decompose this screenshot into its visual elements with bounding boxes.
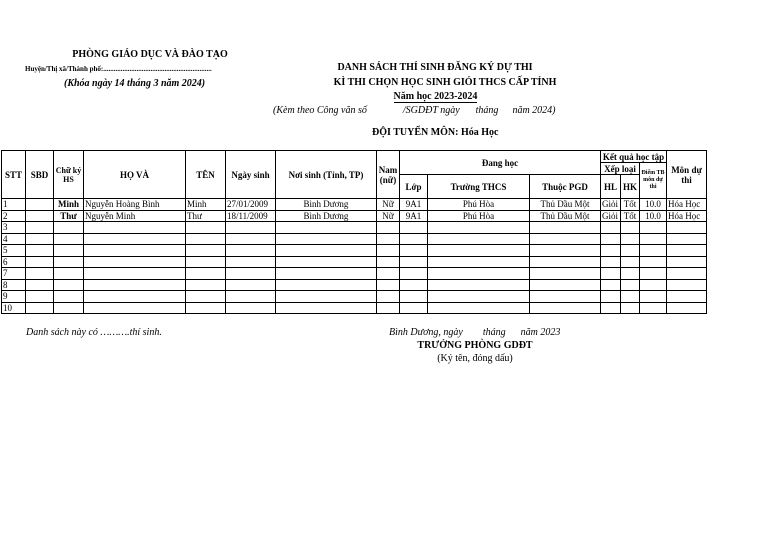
cell-stt: 3 [2, 222, 26, 234]
cell-truong: Phú Hòa [428, 199, 530, 211]
cell-diem: 10.0 [640, 210, 667, 222]
cell-thuoc [530, 268, 601, 280]
cell-stt: 8 [2, 279, 26, 291]
cell-thuoc: Thủ Dầu Một [530, 199, 601, 211]
cell-lop [400, 291, 428, 303]
cell-diem [640, 268, 667, 280]
cell-nam: Nữ [377, 199, 400, 211]
cell-mon: Hóa Học [667, 199, 707, 211]
cell-noisinh [276, 256, 377, 268]
cell-hova [84, 279, 186, 291]
cell-sbd [26, 302, 54, 314]
cell-diem: 10.0 [640, 199, 667, 211]
cell-chuky [54, 268, 84, 280]
cell-hl [601, 279, 621, 291]
col-sbd: SBD [26, 151, 54, 199]
cell-truong [428, 279, 530, 291]
exam-date-line: (Khóa ngày 14 tháng 3 năm 2024) [64, 78, 206, 89]
cell-thuoc [530, 302, 601, 314]
cell-chuky [54, 222, 84, 234]
cell-hk [621, 256, 640, 268]
reference-line: (Kèm theo Công văn số /SGDĐT ngày tháng năm 2024) [273, 105, 556, 116]
cell-nam [377, 302, 400, 314]
cell-chuky [54, 279, 84, 291]
cell-diem [640, 233, 667, 245]
cell-noisinh: Bình Dương [276, 199, 377, 211]
col-signature: Chữ ký HS [54, 151, 84, 199]
cell-lop [400, 302, 428, 314]
col-dob: Ngày sinh [226, 151, 276, 199]
cell-ngaysinh: 18/11/2009 [226, 210, 276, 222]
cell-nam [377, 268, 400, 280]
cell-lop [400, 256, 428, 268]
cell-ten [186, 302, 226, 314]
col-avg-score: Điểm TB môn dự thi [640, 163, 667, 199]
cell-sbd [26, 233, 54, 245]
cell-hova [84, 256, 186, 268]
cell-nam [377, 233, 400, 245]
team-heading: ĐỘI TUYỂN MÔN: Hóa Học [372, 127, 499, 138]
cell-hl [601, 245, 621, 257]
cell-mon [667, 268, 707, 280]
cell-lop [400, 222, 428, 234]
cell-thuoc [530, 279, 601, 291]
cell-hk [621, 291, 640, 303]
cell-chuky [54, 245, 84, 257]
cell-hk [621, 279, 640, 291]
cell-hova [84, 291, 186, 303]
cell-noisinh [276, 302, 377, 314]
col-ho-va: HỌ VÀ [84, 151, 186, 199]
cell-truong [428, 302, 530, 314]
cell-truong [428, 291, 530, 303]
cell-mon [667, 279, 707, 291]
count-line: Danh sách này có ……….thí sinh. [26, 327, 162, 338]
cell-truong [428, 233, 530, 245]
cell-hl [601, 291, 621, 303]
cell-hova [84, 233, 186, 245]
cell-ten [186, 256, 226, 268]
cell-thuoc [530, 245, 601, 257]
cell-ten [186, 222, 226, 234]
cell-sbd [26, 291, 54, 303]
cell-ten: Thư [186, 210, 226, 222]
cell-hl [601, 302, 621, 314]
doc-subtitle: KÌ THI CHỌN HỌC SINH GIỎI THCS CẤP TỈNH [333, 77, 557, 88]
cell-hk [621, 302, 640, 314]
cell-diem [640, 302, 667, 314]
cell-ten: Minh [186, 199, 226, 211]
cell-mon: Hóa Học [667, 210, 707, 222]
cell-stt: 10 [2, 302, 26, 314]
cell-hk: Tốt [621, 199, 640, 211]
cell-stt: 9 [2, 291, 26, 303]
cell-hl: Giỏi [601, 199, 621, 211]
cell-diem [640, 245, 667, 257]
cell-noisinh [276, 245, 377, 257]
col-hl: HL [601, 175, 621, 199]
cell-ngaysinh [226, 233, 276, 245]
cell-ngaysinh [226, 302, 276, 314]
cell-noisinh [276, 279, 377, 291]
col-school: Trường THCS [428, 175, 530, 199]
cell-stt: 1 [2, 199, 26, 211]
cell-nam [377, 256, 400, 268]
cell-truong [428, 268, 530, 280]
cell-sbd [26, 268, 54, 280]
cell-lop [400, 268, 428, 280]
cell-ten [186, 245, 226, 257]
cell-truong [428, 256, 530, 268]
table-row [2, 210, 707, 222]
cell-nam [377, 279, 400, 291]
cell-lop [400, 279, 428, 291]
cell-chuky [54, 256, 84, 268]
col-district: Thuộc PGD [530, 175, 601, 199]
cell-ten [186, 279, 226, 291]
cell-hl [601, 222, 621, 234]
cell-sbd [26, 210, 54, 222]
cell-noisinh [276, 233, 377, 245]
cell-ngaysinh: 27/01/2009 [226, 199, 276, 211]
col-birthplace: Nơi sinh (Tỉnh, TP) [276, 151, 377, 199]
cell-hova: Nguyễn Hoàng Bình [84, 199, 186, 211]
cell-mon [667, 245, 707, 257]
cell-hova [84, 302, 186, 314]
cell-sbd [26, 279, 54, 291]
cell-noisinh [276, 268, 377, 280]
cell-lop [400, 245, 428, 257]
cell-truong: Phú Hòa [428, 210, 530, 222]
table-row [2, 291, 707, 303]
cell-mon [667, 233, 707, 245]
col-subject: Môn dự thi [667, 151, 707, 199]
cell-sbd [26, 256, 54, 268]
cell-hk: Tốt [621, 210, 640, 222]
table-row [2, 199, 707, 211]
cell-hova: Nguyễn Minh [84, 210, 186, 222]
col-stt: STT [2, 151, 26, 199]
cell-sbd [26, 245, 54, 257]
cell-diem [640, 222, 667, 234]
cell-stt: 7 [2, 268, 26, 280]
cell-chuky: Minh [54, 199, 84, 211]
table-row [2, 279, 707, 291]
cell-lop: 9A1 [400, 199, 428, 211]
cell-hl [601, 268, 621, 280]
cell-hova [84, 222, 186, 234]
cell-chuky: Thư [54, 210, 84, 222]
cell-hk [621, 233, 640, 245]
cell-thuoc [530, 233, 601, 245]
cell-ngaysinh [226, 256, 276, 268]
cell-hova [84, 268, 186, 280]
cell-hova [84, 245, 186, 257]
cell-nam: Nữ [377, 210, 400, 222]
cell-mon [667, 222, 707, 234]
col-group-rank: Xếp loại [601, 163, 640, 175]
cell-ngaysinh [226, 291, 276, 303]
cell-ngaysinh [226, 245, 276, 257]
cell-ngaysinh [226, 279, 276, 291]
cell-ten [186, 291, 226, 303]
cell-hl [601, 233, 621, 245]
cell-truong [428, 222, 530, 234]
cell-mon [667, 302, 707, 314]
district-line: Huyện/Thị xã/Thành phố:.............................................................. [25, 65, 212, 73]
school-year: Năm học 2023-2024 [393, 91, 478, 102]
table-row [2, 233, 707, 245]
cell-stt: 6 [2, 256, 26, 268]
col-gender: Nam (nữ) [377, 151, 400, 199]
doc-title: DANH SÁCH THÍ SINH ĐĂNG KÝ DỰ THI [337, 62, 533, 73]
cell-nam [377, 245, 400, 257]
cell-ten [186, 268, 226, 280]
cell-thuoc [530, 256, 601, 268]
table-row [2, 245, 707, 257]
cell-diem [640, 256, 667, 268]
table-row [2, 256, 707, 268]
cell-lop: 9A1 [400, 210, 428, 222]
cell-nam [377, 291, 400, 303]
cell-hl: Giỏi [601, 210, 621, 222]
cell-noisinh [276, 222, 377, 234]
cell-ngaysinh [226, 222, 276, 234]
cell-ngaysinh [226, 268, 276, 280]
cell-hk [621, 222, 640, 234]
cell-sbd [26, 199, 54, 211]
candidate-table [1, 150, 707, 314]
cell-diem [640, 279, 667, 291]
cell-mon [667, 291, 707, 303]
cell-mon [667, 256, 707, 268]
cell-noisinh [276, 291, 377, 303]
cell-hk [621, 245, 640, 257]
cell-ten [186, 233, 226, 245]
cell-diem [640, 291, 667, 303]
table-row [2, 302, 707, 314]
table-row [2, 268, 707, 280]
cell-sbd [26, 222, 54, 234]
col-hk: HK [621, 175, 640, 199]
cell-truong [428, 245, 530, 257]
signer-title: TRƯỞNG PHÒNG GDĐT [417, 340, 533, 351]
cell-nam [377, 222, 400, 234]
cell-thuoc [530, 291, 601, 303]
cell-hk [621, 268, 640, 280]
cell-chuky [54, 291, 84, 303]
col-class: Lớp [400, 175, 428, 199]
col-group-studying: Đang học [400, 151, 601, 175]
cell-noisinh: Bình Dương [276, 210, 377, 222]
col-ten: TÊN [186, 151, 226, 199]
table-row [2, 222, 707, 234]
place-date: Bình Dương, ngày tháng năm 2023 [389, 327, 561, 338]
cell-thuoc: Thủ Dầu Một [530, 210, 601, 222]
sign-note: (Ký tên, đóng dấu) [437, 353, 513, 364]
col-group-results: Kết quả học tập [601, 151, 667, 163]
cell-chuky [54, 233, 84, 245]
cell-stt: 2 [2, 210, 26, 222]
cell-thuoc [530, 222, 601, 234]
cell-stt: 4 [2, 233, 26, 245]
cell-stt: 5 [2, 245, 26, 257]
cell-hl [601, 256, 621, 268]
cell-chuky [54, 302, 84, 314]
org-name: PHÒNG GIÁO DỤC VÀ ĐÀO TẠO [72, 49, 228, 60]
cell-lop [400, 233, 428, 245]
